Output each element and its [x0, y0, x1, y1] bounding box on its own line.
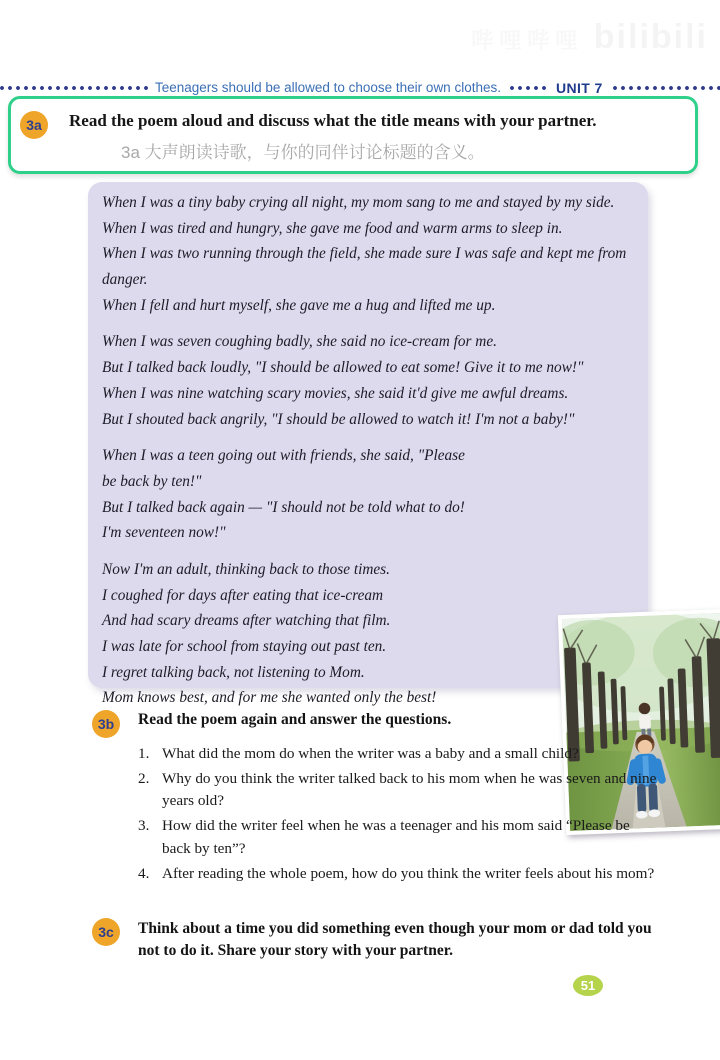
poem-line: When I was a teen going out with friends, she said, "Please be back by ten!" [102, 447, 465, 490]
poem-line: And had scary dreams after watching that film. [102, 612, 391, 630]
header-dots-middle-icon [510, 86, 550, 90]
poem-line: When I was nine watching scary movies, she said it'd give me awful dreams. [102, 384, 569, 402]
task-3b-section [92, 710, 662, 888]
task-3c-instruction: Think about a time you did something even though your mom or dad told you not to do it. Share your story with your partner. [138, 920, 652, 959]
question-item: What did the mom do when the writer was a baby and a small child? [162, 745, 579, 763]
poem-line: When I fell and hurt myself, she gave me a hug and lifted me up. [102, 296, 496, 314]
bilibili-watermark [471, 18, 708, 57]
watermark-cn-text: 哔哩哔哩 [471, 28, 584, 53]
question-item: Why do you think the writer talked back to his mom when he was seven and nine years old? [162, 770, 657, 810]
task-3a-translation: 3a 大声朗读诗歌，与你的同伴讨论标题的含义。 [121, 143, 485, 162]
question-list [138, 743, 662, 884]
question-item: After reading the whole poem, how do you think the writer feels about his mom? [162, 864, 655, 882]
task-3a-callout [8, 96, 698, 174]
poem-panel [88, 182, 648, 707]
page-number-badge: 51 [573, 975, 603, 996]
question-item: How did the writer feel when he was a teenager and his mom said “Please be back by ten”? [162, 817, 630, 857]
poem-stanza [102, 443, 636, 546]
header-dots-right-icon [613, 86, 720, 90]
task-3c-section [92, 918, 652, 961]
poem-line: But I shouted back angrily, "I should be allowed to watch it! I'm not a baby!" [102, 410, 575, 428]
task-3a-instruction: Read the poem aloud and discuss what the title means with your partner. [69, 111, 597, 130]
poem-line: Now I'm an adult, thinking back to those times. [102, 560, 390, 578]
poem-line: When I was seven coughing badly, she said no ice-cream for me. [102, 333, 497, 351]
poem-line: But I talked back again — "I should not be told what to do! I'm seventeen now!" [102, 498, 465, 542]
watermark-logo-text: bilibili [593, 18, 708, 56]
poem-line: But I talked back loudly, "I should be allowed to eat some! Give it to me now!" [102, 359, 584, 377]
header-running-title: Teenagers should be allowed to choose their own clothes. [155, 80, 501, 95]
poem-stanza [102, 329, 636, 432]
task-3c-badge: 3c [92, 918, 120, 946]
poem-line: When I was a tiny baby crying all night, my mom sang to me and stayed by my side. [102, 194, 615, 211]
header-unit-label: UNIT 7 [555, 80, 603, 96]
poem-line: When I was two running through the field, she made sure I was safe and kept me from danger. [102, 245, 627, 289]
header-dots-left-icon [0, 86, 152, 90]
poem-stanza [102, 557, 636, 711]
poem-line: I was late for school from staying out past ten. [102, 638, 387, 655]
poem-line: When I was tired and hungry, she gave me food and warm arms to sleep in. [102, 219, 563, 237]
running-header [0, 78, 720, 98]
task-3b-instruction: Read the poem again and answer the questions. [138, 711, 452, 728]
task-3a-badge: 3a [20, 111, 48, 139]
poem-line: I regret talking back, not listening to Mom. [102, 663, 365, 681]
poem-stanza [102, 190, 636, 318]
poem-line: Mom knows best, and for me she wanted only the best! [102, 689, 437, 707]
poem-text [102, 190, 636, 711]
poem-line: I coughed for days after eating that ice-cream [102, 586, 384, 604]
task-3b-badge: 3b [92, 710, 120, 738]
